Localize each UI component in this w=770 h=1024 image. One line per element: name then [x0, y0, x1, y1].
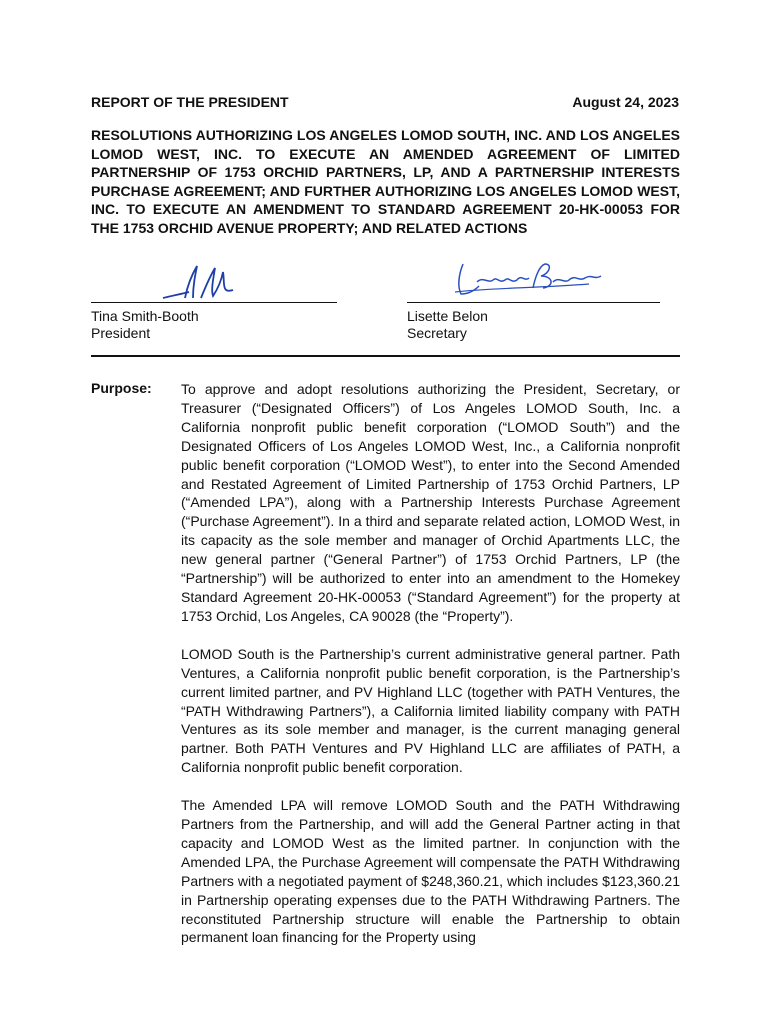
signatory-role: Secretary — [407, 325, 467, 341]
signature-line — [407, 302, 660, 303]
signatory-name: Tina Smith-Booth — [91, 308, 199, 324]
signature-president-image — [141, 258, 261, 306]
purpose-paragraph: To approve and adopt resolutions authorizing the President, Secretary, or Treasurer (“Designated Officers”) of Los Angeles LOMOD South, Inc. a California nonprofit public benefit corporation (“LOMOD South”) and the Designated Officers of Los Angeles LOMOD West, Inc., a California nonprofit public benefit corporation (“LOMOD West”), to enter into the Second Amended and Restated Agreement of Limited Partnership of 1753 Orchid Partners, LP (“Amended LPA”), along with a Partnership Interests Purchase Agreement (“Purchase Agreement”). In a third and separate related action, LOMOD West, in its capacity as the sole member and manager of Orchid Apartments LLC, the new general partner (“General Partner”) of 1753 Orchid Partners, LP (the “Partnership”) will be authorized to enter into an amendment to the Homekey Standard Agreement 20-HK-00053 (“Standard Agreement”) for the property at 1753 Orchid, Los Angeles, CA 90028 (the “Property”). — [181, 381, 680, 624]
purpose-paragraph: LOMOD South is the Partnership’s current administrative general partner. Path Ventures, a California nonprofit public benefit corporation, is the Partnership’s current limited partner, and PV Highland LLC (together with PATH Ventures, the “PATH Withdrawing Partners”), a California limited liability company with PATH Ventures as its sole member and manager, is the current managing general partner. Both PATH Ventures and PV Highland LLC are affiliates of PATH, a California nonprofit public benefit corporation. — [181, 645, 680, 776]
signature-block-president — [91, 258, 341, 348]
signatory-name: Lisette Belon — [407, 308, 488, 324]
report-date: August 24, 2023 — [572, 94, 679, 110]
report-title: REPORT OF THE PRESIDENT — [91, 94, 289, 110]
resolution-title: RESOLUTIONS AUTHORIZING LOS ANGELES LOMOD SOUTH, INC. AND LOS ANGELES LOMOD WEST, INC. TO EXECUTE AN AMENDED AGREEMENT OF LIMITED PARTNERSHIP OF 1753 ORCHID PARTNERS, LP, AND A PARTNERSHIP INTERESTS PURCHASE AGREEMENT; AND FURTHER AUTHORIZING LOS ANGELES LOMOD WEST, INC. TO EXECUTE AN AMENDMENT TO STANDARD AGREEMENT 20-HK-00053 FOR THE 1753 ORCHID AVENUE PROPERTY; AND RELATED ACTIONS — [91, 127, 680, 236]
purpose-body — [181, 380, 680, 966]
signature-block-secretary — [407, 258, 667, 348]
purpose-label: Purpose: — [91, 380, 152, 396]
section-divider — [91, 355, 680, 357]
purpose-paragraph: The Amended LPA will remove LOMOD South and the PATH Withdrawing Partners from the Partnership, and will add the General Partner acting in that capacity and LOMOD West as the limited partner. In conjunction with the Amended LPA, the Purchase Agreement will compensate the PATH Withdrawing Partners with a negotiated payment of $248,360.21, which includes $123,360.21 in Partnership operating expenses due to the PATH Withdrawing Partners. The reconstituted Partnership structure will enable the Partnership to obtain permanent loan financing for the Property using — [181, 797, 680, 946]
signatory-role: President — [91, 325, 151, 341]
signature-secretary-image — [449, 258, 609, 302]
signature-line — [91, 302, 337, 303]
